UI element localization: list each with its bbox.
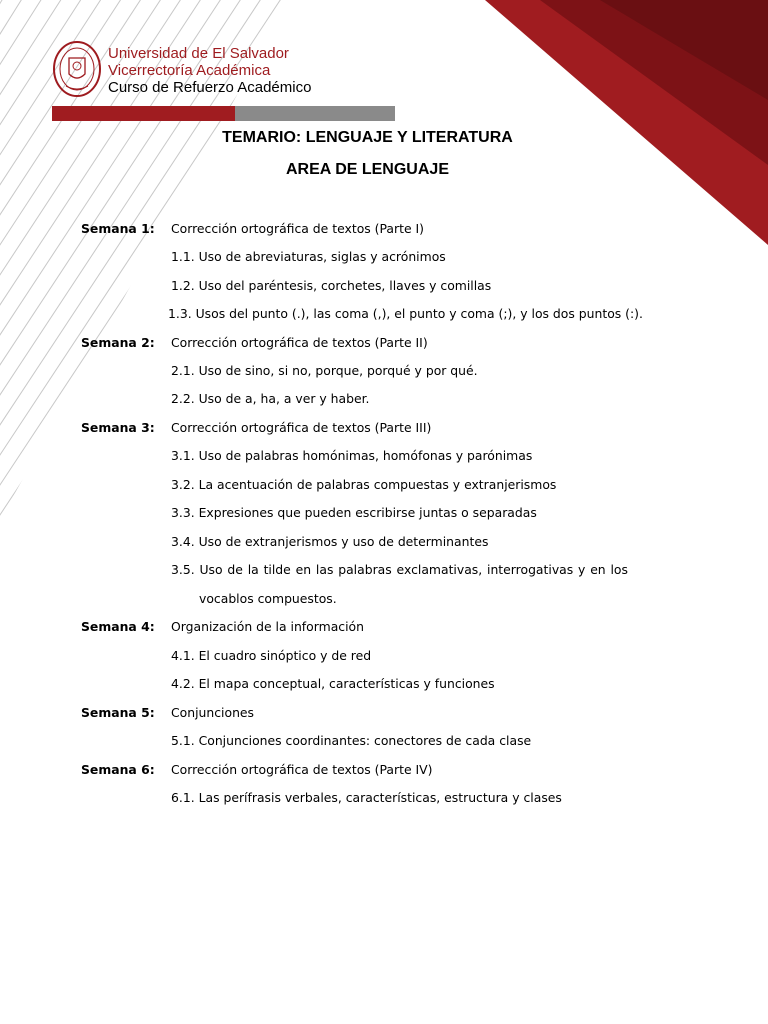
topic-item: 1.3. Usos del punto (.), las coma (,), el punto y coma (;), y los dos puntos (:). bbox=[168, 306, 643, 321]
word: y bbox=[578, 562, 586, 577]
institution-name: Universidad de El Salvador bbox=[108, 45, 289, 62]
topic-item: 3.2. La acentuación de palabras compuestas y extranjerismos bbox=[171, 477, 557, 492]
topic-item: 6.1. Las perífrasis verbales, características, estructura y clases bbox=[171, 790, 562, 805]
word: las bbox=[315, 562, 334, 577]
document-subtitle: AREA DE LENGUAJE bbox=[286, 161, 449, 178]
topic-item: 4.1. El cuadro sinóptico y de red bbox=[171, 648, 372, 663]
week-label: Semana 3: bbox=[81, 420, 155, 435]
topic-item: 4.2. El mapa conceptual, características y funciones bbox=[171, 676, 495, 691]
week-label: Semana 5: bbox=[81, 705, 155, 720]
word: en bbox=[590, 562, 606, 577]
word: exclamativas, bbox=[396, 562, 483, 577]
week-topic: Corrección ortográfica de textos (Parte III) bbox=[171, 420, 432, 435]
header-band-red bbox=[52, 106, 235, 121]
topic-item: 5.1. Conjunciones coordinantes: conectores de cada clase bbox=[171, 733, 532, 748]
university-seal-icon bbox=[52, 40, 102, 98]
topic-item: 1.2. Uso del paréntesis, corchetes, llaves y comillas bbox=[171, 278, 492, 293]
topic-item-continuation: vocablos compuestos. bbox=[199, 591, 337, 606]
topic-item: 3.3. Expresiones que pueden escribirse juntas o separadas bbox=[171, 505, 537, 520]
program-name: Curso de Refuerzo Académico bbox=[108, 79, 312, 96]
topic-item-justified bbox=[171, 562, 628, 578]
word: tilde bbox=[263, 562, 291, 577]
week-topic: Corrección ortográfica de textos (Parte I) bbox=[171, 221, 425, 236]
week-label: Semana 4: bbox=[81, 619, 155, 634]
week-label: Semana 1: bbox=[81, 221, 155, 236]
topic-item: 3.4. Uso de extranjerismos y uso de determinantes bbox=[171, 534, 489, 549]
week-topic: Corrección ortográfica de textos (Parte II) bbox=[171, 335, 428, 350]
word: de bbox=[227, 562, 243, 577]
topic-item: 2.2. Uso de a, ha, a ver y haber. bbox=[171, 391, 370, 406]
word: en bbox=[295, 562, 312, 577]
topic-item: 1.1. Uso de abreviaturas, siglas y acrónimos bbox=[171, 249, 446, 264]
word: interrogativas bbox=[487, 562, 574, 577]
header-band-gray bbox=[235, 106, 395, 121]
word: los bbox=[610, 562, 628, 577]
word: palabras bbox=[338, 562, 392, 577]
week-topic: Conjunciones bbox=[171, 705, 255, 720]
week-label: Semana 6: bbox=[81, 762, 155, 777]
word: la bbox=[247, 562, 259, 577]
week-label: Semana 2: bbox=[81, 335, 155, 350]
week-topic: Corrección ortográfica de textos (Parte IV) bbox=[171, 762, 433, 777]
week-topic: Organización de la información bbox=[171, 619, 364, 634]
topic-item: 3.1. Uso de palabras homónimas, homófonas y parónimas bbox=[171, 448, 533, 463]
institution-header bbox=[108, 45, 311, 96]
document-title: TEMARIO: LENGUAJE Y LITERATURA bbox=[222, 129, 513, 146]
department-name: Vicerrectoría Académica bbox=[108, 62, 271, 79]
word: 3.5. bbox=[171, 562, 195, 577]
topic-item: 2.1. Uso de sino, si no, porque, porqué y por qué. bbox=[171, 363, 478, 378]
word: Uso bbox=[199, 562, 223, 577]
